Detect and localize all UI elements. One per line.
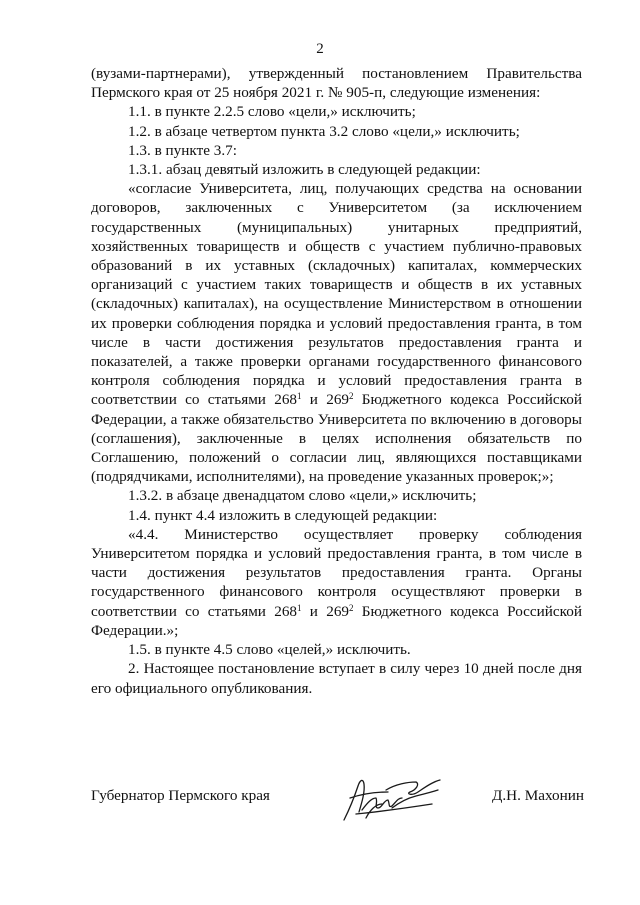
handwritten-signature [336,768,446,826]
article-superscript: 1 [297,602,302,613]
quoted-4-4-text-part2: и 269 [301,602,350,620]
article-superscript: 2 [349,602,354,613]
paragraph-1-4: 1.4. пункт 4.4 изложить в следующей редакции: [128,506,438,524]
paragraph-1-5: 1.5. в пункте 4.5 слово «целей,» исключить. [128,641,411,659]
quoted-consent-text-part1: «согласие Университета, лиц, получающих средства на основании договоров, заключенных с Университетом (за исключением государственных (муниципальных) унитарных предприятий, хозяйственных товариществ и обществ с участием публично-правовых образований в их уставных (складочных) капиталах, коммерческих организаций с участием таких товариществ и обществ в их уставных (складочных) капиталах), на осуществление Министерством в отношении их проверки соблюдения порядка и условий предоставления гранта, в том числе в части достижения результатов предоставления гранта и показателей, а также проверки органами государственного финансового контроля соблюдения порядка и условий предоставления гранта в соответствии со статьями 268 [91,180,582,409]
paragraph-1-1: 1.1. в пункте 2.2.5 слово «цели,» исключить; [128,103,416,121]
paragraph-intro-continuation: (вузами-партнерами), утвержденный постановлением Правительства Пермского края от 25 ноября 2021 г. № 905-п, следующие изменения: [91,65,582,102]
paragraph-2: 2. Настоящее постановление вступает в силу через 10 дней после дня его официального опубликования. [91,660,582,697]
article-superscript: 1 [297,391,302,402]
paragraph-1-3-1: 1.3.1. абзац девятый изложить в следующей редакции: [128,161,481,179]
quoted-consent-text-part3: Бюджетного кодекса Российской Федерации, а также обязательство Университета по включению в договоры (соглашения), заключенные в целях исполнения обязательств по Соглашению, положений о согласии лиц, являющихся поставщиками (подрядчиками, исполнителями), на проведение указанных проверок;»; [91,391,582,486]
paragraph-1-3-2: 1.3.2. в абзаце двенадцатом слово «цели,» исключить; [128,487,477,505]
paragraph-1-3: 1.3. в пункте 3.7: [128,141,237,159]
article-superscript: 2 [349,391,354,402]
paragraph-1-2: 1.2. в абзаце четвертом пункта 3.2 слово «цели,» исключить; [128,122,520,140]
document-body [91,64,582,698]
quoted-4-4-text-part3: Бюджетного кодекса Российской Федерации.»; [91,602,582,639]
quoted-4-4-text-part1: «4.4. Министерство осуществляет проверку соблюдения Университетом порядка и условий предоставления гранта, в том числе в части достижения результатов предоставления гранта. Органы государственного финансового контроля осуществляют проверки в соответствии со статьями 268 [91,525,582,620]
quoted-consent-text-part2: и 269 [301,391,350,409]
page-number: 2 [316,41,324,57]
paragraph-quoted-4-4 [91,525,582,640]
signatory-position: Губернатор Пермского края [91,787,270,804]
signatory-name: Д.Н. Махонин [492,787,584,804]
paragraph-quoted-consent [91,179,582,486]
